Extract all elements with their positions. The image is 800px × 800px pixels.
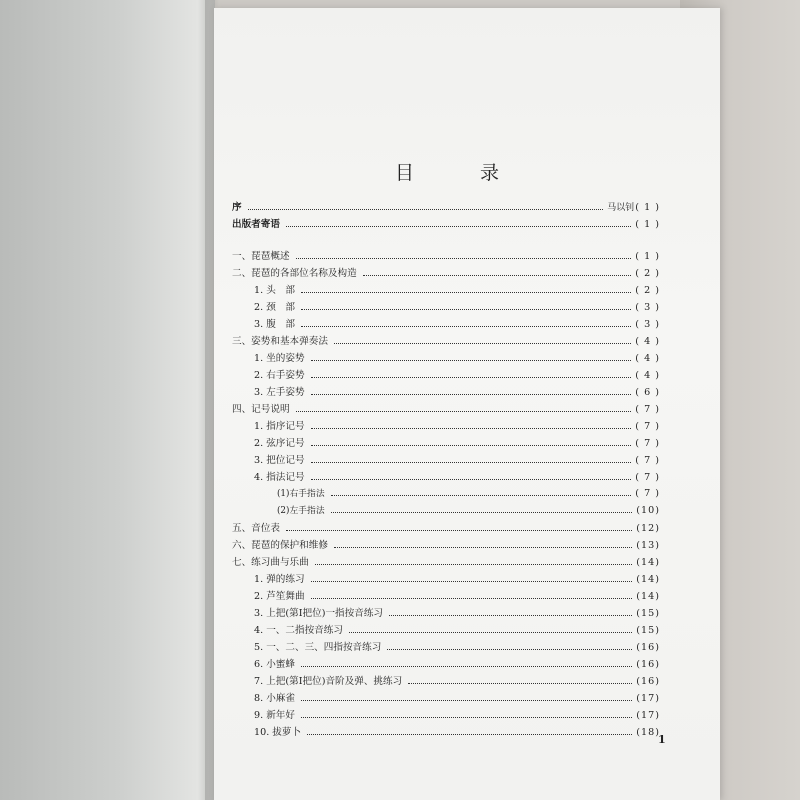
- toc-entry: [232, 571, 660, 588]
- toc-entry-label: 6. 小蜜蜂: [254, 659, 295, 670]
- toc-entry-label: 六、琵琶的保护和维修: [232, 540, 328, 551]
- toc-entry: [232, 418, 660, 435]
- toc-entry-page: (10): [636, 505, 660, 516]
- toc-entry-page: ( 2 ): [635, 268, 660, 279]
- toc-entry-page: ( 7 ): [635, 455, 660, 466]
- toc-entry-page: (14): [636, 591, 660, 602]
- toc-entry-page: ( 4 ): [635, 353, 660, 364]
- toc-entry: [232, 673, 660, 690]
- toc-entry: [232, 707, 660, 724]
- dot-leader: [296, 411, 632, 412]
- toc-entry: [232, 199, 660, 216]
- toc-entry-label: 10. 拔萝卜: [254, 727, 302, 738]
- dot-leader: [334, 547, 632, 548]
- dot-leader: [286, 530, 632, 531]
- dot-leader: [311, 462, 632, 463]
- toc-entry: [232, 469, 660, 486]
- dot-leader: [331, 495, 632, 496]
- dot-leader: [311, 377, 632, 378]
- dot-leader: [315, 564, 633, 565]
- dot-leader: [301, 292, 631, 293]
- toc-entry-page: (16): [636, 642, 660, 653]
- toc-entry-label: 2. 右手姿势: [254, 370, 305, 381]
- toc-entry-page: ( 7 ): [635, 438, 660, 449]
- toc-entry-page: ( 3 ): [635, 319, 660, 330]
- toc-entry: [232, 554, 660, 571]
- toc-entry-label: 2. 颈 部: [254, 302, 295, 313]
- toc-entry: [232, 333, 660, 350]
- toc-entry: [232, 384, 660, 401]
- toc-entry-page: ( 4 ): [635, 336, 660, 347]
- toc-entry-page: ( 3 ): [635, 302, 660, 313]
- toc-entry-label: 3. 把位记号: [254, 455, 305, 466]
- dot-leader: [311, 581, 633, 582]
- toc-entry: [232, 367, 660, 384]
- dot-leader: [349, 632, 632, 633]
- toc-entry-label: 五、音位表: [232, 523, 280, 534]
- toc-entry: [232, 520, 660, 537]
- toc-entry-page: ( 1 ): [635, 202, 660, 213]
- toc-entry-page: (16): [636, 676, 660, 687]
- toc-entry-page: (14): [636, 574, 660, 585]
- dot-leader: [363, 275, 632, 276]
- toc-entry-label: 二、琵琶的各部位名称及构造: [232, 268, 357, 279]
- dot-leader: [408, 683, 632, 684]
- toc-entry-label: 4. 指法记号: [254, 472, 305, 483]
- toc-entry: [232, 486, 660, 503]
- dot-leader: [311, 445, 632, 446]
- toc-entry: [232, 282, 660, 299]
- dot-leader: [301, 666, 632, 667]
- dot-leader: [311, 598, 633, 599]
- toc-entry-label: 出版者寄语: [232, 219, 280, 230]
- toc-entry-page: (15): [636, 625, 660, 636]
- toc-entry-label: 序: [232, 202, 242, 213]
- dot-leader: [311, 428, 632, 429]
- toc-entry-label: 四、记号说明: [232, 404, 290, 415]
- toc-entry: [232, 265, 660, 282]
- toc-entry-label: 七、练习曲与乐曲: [232, 557, 309, 568]
- dot-leader: [307, 734, 632, 735]
- dot-leader: [301, 309, 631, 310]
- toc-entry-page: ( 1 ): [635, 219, 660, 230]
- toc-entry-page: (14): [636, 557, 660, 568]
- dot-leader: [286, 226, 631, 227]
- toc-entry: [232, 248, 660, 265]
- toc-entry: [232, 639, 660, 656]
- toc-entry-page: ( 7 ): [635, 488, 660, 499]
- toc-entry-page: ( 7 ): [635, 472, 660, 483]
- toc-entry-label: 1. 指序记号: [254, 421, 305, 432]
- dot-leader: [301, 717, 632, 718]
- dot-leader: [301, 326, 631, 327]
- toc-entry-page: (15): [636, 608, 660, 619]
- toc-entry-page: (17): [636, 693, 660, 704]
- toc-entry: [232, 316, 660, 333]
- toc-entry-page: ( 4 ): [635, 370, 660, 381]
- dot-leader: [334, 343, 631, 344]
- dot-leader: [331, 512, 633, 513]
- toc-entry: [232, 435, 660, 452]
- toc-entry-label: (2)左手指法: [277, 506, 325, 516]
- page-number: 1: [658, 733, 666, 746]
- toc-entry: [232, 452, 660, 469]
- toc-entry-label: 7. 上把(第Ⅰ把位)音阶及弹、挑练习: [254, 676, 403, 687]
- dot-leader: [301, 700, 632, 701]
- toc-entry-label: 4. 一、二指按音练习: [254, 625, 343, 636]
- toc-entry: [232, 724, 660, 741]
- toc-entry: [232, 656, 660, 673]
- dot-leader: [389, 615, 632, 616]
- toc-entry-label: 2. 芦笙舞曲: [254, 591, 305, 602]
- toc-entry: [232, 401, 660, 418]
- toc-entry-label: 2. 弦序记号: [254, 438, 305, 449]
- toc-entry: [232, 690, 660, 707]
- toc-entry-label: (1)右手指法: [277, 489, 325, 499]
- toc-entry: [232, 350, 660, 367]
- toc-entry: [232, 588, 660, 605]
- toc-entry-page: ( 2 ): [635, 285, 660, 296]
- toc-entry-label: 三、姿势和基本弹奏法: [232, 336, 328, 347]
- toc-entry-author: 马以钊: [607, 203, 635, 213]
- dot-leader: [311, 479, 632, 480]
- dot-leader: [387, 649, 632, 650]
- toc-entry-label: 8. 小麻雀: [254, 693, 295, 704]
- toc-entry-page: ( 1 ): [635, 251, 660, 262]
- toc-entry-label: 1. 弹的练习: [254, 574, 305, 585]
- dot-leader: [311, 394, 632, 395]
- toc-list: [232, 199, 660, 741]
- toc-entry-page: (16): [636, 659, 660, 670]
- toc-entry: [232, 299, 660, 316]
- toc-title: 目 录: [395, 162, 530, 184]
- toc-entry-label: 5. 一、二、三、四指按音练习: [254, 642, 382, 653]
- toc-entry-page: ( 7 ): [635, 404, 660, 415]
- toc-entry-page: (13): [636, 540, 660, 551]
- toc-entry-page: (18): [636, 727, 660, 738]
- left-page: [0, 0, 215, 800]
- toc-entry-label: 一、琵琶概述: [232, 251, 290, 262]
- toc-entry-page: ( 7 ): [635, 421, 660, 432]
- toc-entry-page: ( 6 ): [635, 387, 660, 398]
- toc-entry-page: (12): [636, 523, 660, 534]
- toc-entry: [232, 216, 660, 233]
- toc-entry-label: 1. 头 部: [254, 285, 295, 296]
- toc-entry-page: (17): [636, 710, 660, 721]
- toc-entry: [232, 537, 660, 554]
- toc-entry: [232, 622, 660, 639]
- toc-entry: [232, 605, 660, 622]
- toc-entry-label: 1. 坐的姿势: [254, 353, 305, 364]
- toc-entry-label: 3. 左手姿势: [254, 387, 305, 398]
- toc-entry-label: 9. 新年好: [254, 710, 295, 721]
- toc-entry-label: 3. 上把(第Ⅰ把位)一指按音练习: [254, 608, 384, 619]
- dot-leader: [311, 360, 632, 361]
- dot-leader: [296, 258, 632, 259]
- toc-entry-label: 3. 腹 部: [254, 319, 295, 330]
- toc-entry: [232, 503, 660, 520]
- dot-leader: [248, 209, 604, 210]
